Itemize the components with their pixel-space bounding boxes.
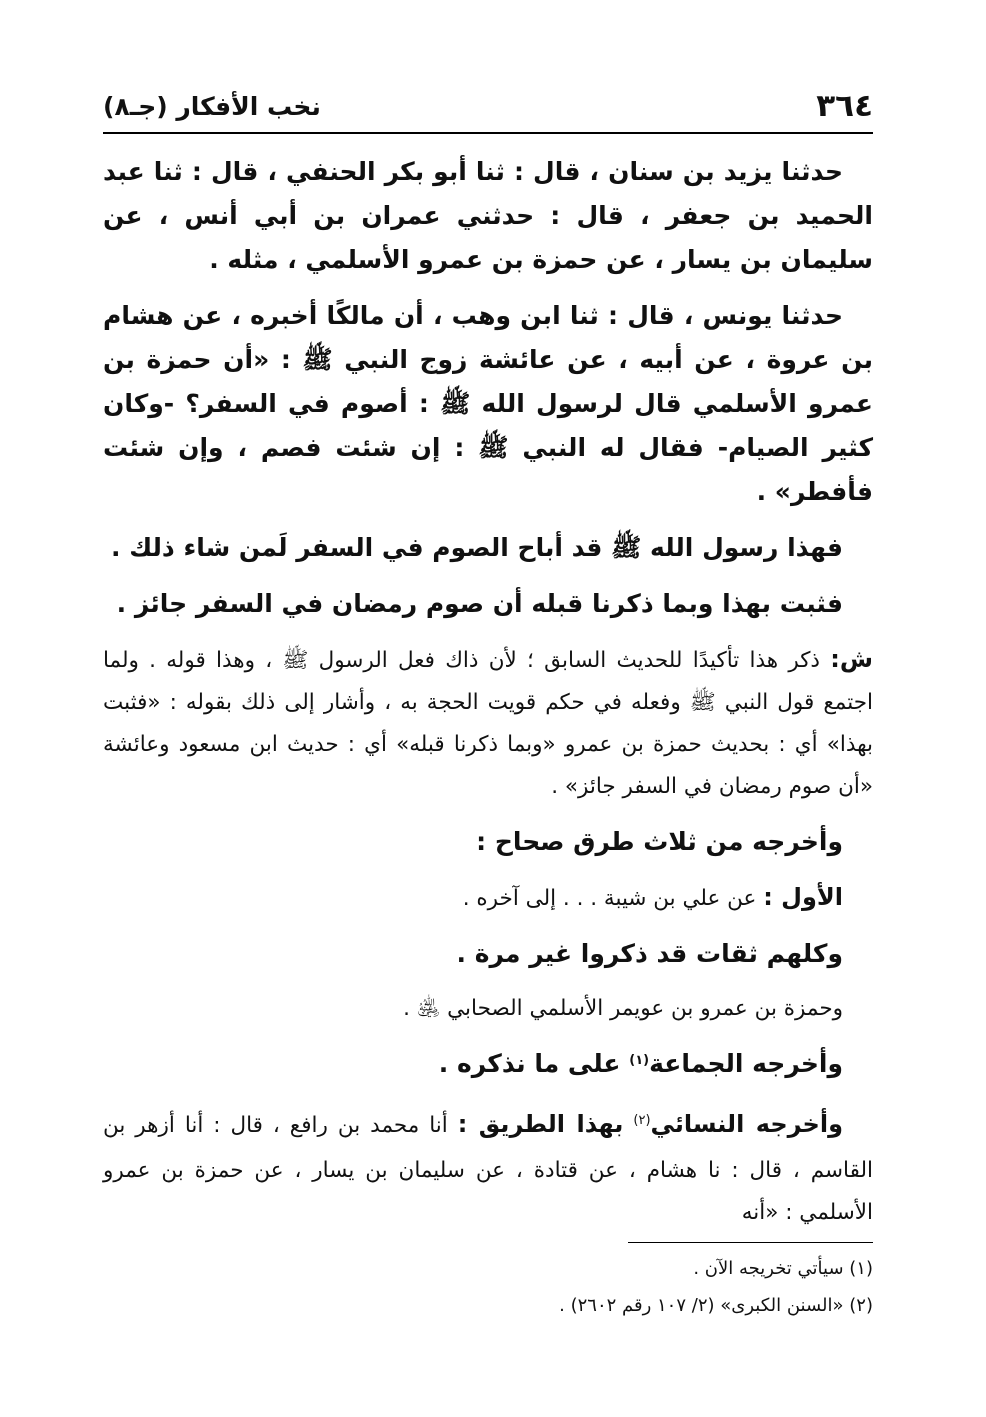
page-number: ٣٦٤ bbox=[816, 88, 873, 124]
paragraph-text: وأخرجه من ثلاث طرق صحاح : bbox=[476, 827, 843, 856]
paragraph-text: حدثنا يزيد بن سنان ، قال : ثنا أبو بكر الحنفي ، قال : ثنا عبد الحميد بن جعفر ، قال : حدثني عمران بن أبي أنس ، عن سليمان بن يسار ، عن حمزة بن عمرو الأسلمي ، مثله . bbox=[103, 157, 873, 274]
paragraph-text: عن علي بن شيبة . . . إلى آخره . bbox=[462, 886, 757, 911]
main-text bbox=[103, 150, 873, 1246]
paragraph-lead: وأخرجه الجماعة bbox=[649, 1049, 843, 1078]
commentary-marker: ش: bbox=[830, 645, 873, 673]
paragraph-text: أنا محمد بن رافع ، قال : أنا أزهر بن القاسم ، قال : نا هشام ، عن قتادة ، عن سليمان بن يسار ، عن حمزة بن عمرو الأسلمي : «أنه bbox=[103, 1113, 873, 1225]
footnote-1: (١) سيأتي تخريجه الآن . bbox=[693, 1258, 873, 1279]
running-title: نخب الأفكار (جـ٨) bbox=[103, 92, 321, 121]
footnote-2: (٢) «السنن الكبرى» (٢/ ١٠٧ رقم ٢٦٠٢) . bbox=[559, 1295, 873, 1316]
paragraph-text: ذكر هذا تأكيدًا للحديث السابق ؛ لأن ذاك فعل الرسول ﷺ ، وهذا قوله . ولما اجتمع قول النبي ﷺ وفعله في حكم قويت الحجة به ، وأشار إلى ذلك بقوله : «فثبت بهذا» أي : بحديث حمزة بن عمرو «وبما ذكرنا قبله» أي : حديث ابن مسعود وعائشة «أن صوم رمضان في السفر جائز» . bbox=[103, 648, 873, 799]
paragraph-text: على ما نذكره . bbox=[438, 1049, 621, 1078]
paragraph-hamza bbox=[103, 988, 873, 1030]
paragraph-text: وكلهم ثقات قد ذكروا غير مرة . bbox=[456, 939, 843, 968]
footnote-ref-1[interactable]: (١) bbox=[629, 1053, 650, 1068]
footnote-ref-2[interactable]: (٢) bbox=[633, 1113, 651, 1128]
footnote-separator bbox=[628, 1242, 873, 1243]
paragraph-jamaa bbox=[103, 1042, 873, 1091]
paragraph-isnad-1 bbox=[103, 150, 873, 282]
first-route-label: الأول : bbox=[763, 883, 843, 911]
page-header bbox=[103, 74, 873, 134]
paragraph-text: وحمزة بن عمرو بن عويمر الأسلمي الصحابي ﵁ . bbox=[403, 996, 843, 1021]
paragraph-isnad-2 bbox=[103, 294, 873, 514]
paragraph-nasai bbox=[103, 1103, 873, 1234]
paragraph-first-route bbox=[103, 876, 873, 920]
paragraph-text: حدثنا يونس ، قال : ثنا ابن وهب ، أن مالكًا أخبره ، عن هشام بن عروة ، عن أبيه ، عن عائشة زوج النبي ﷺ : «أن حمزة بن عمرو الأسلمي قال لرسول الله ﷺ : أصوم في السفر؟ -وكان كثير الصيام- فقال له النبي ﷺ : إن شئت فصم ، وإن شئت فأفطر» . bbox=[103, 301, 873, 506]
paragraph-routes bbox=[103, 820, 873, 864]
paragraph-trustworthy bbox=[103, 932, 873, 976]
paragraph-text: فثبت بهذا وبما ذكرنا قبله أن صوم رمضان في السفر جائز . bbox=[116, 589, 843, 618]
header-rule bbox=[103, 132, 873, 134]
paragraph-conclusion-2 bbox=[103, 582, 873, 626]
paragraph-lead: وأخرجه النسائي bbox=[650, 1110, 843, 1138]
paragraph-commentary bbox=[103, 638, 873, 808]
paragraph-lead-2: بهذا الطريق : bbox=[457, 1110, 624, 1138]
paragraph-conclusion-1 bbox=[103, 526, 873, 570]
paragraph-text: فهذا رسول الله ﷺ قد أباح الصوم في السفر لَمن شاء ذلك . bbox=[111, 533, 843, 562]
